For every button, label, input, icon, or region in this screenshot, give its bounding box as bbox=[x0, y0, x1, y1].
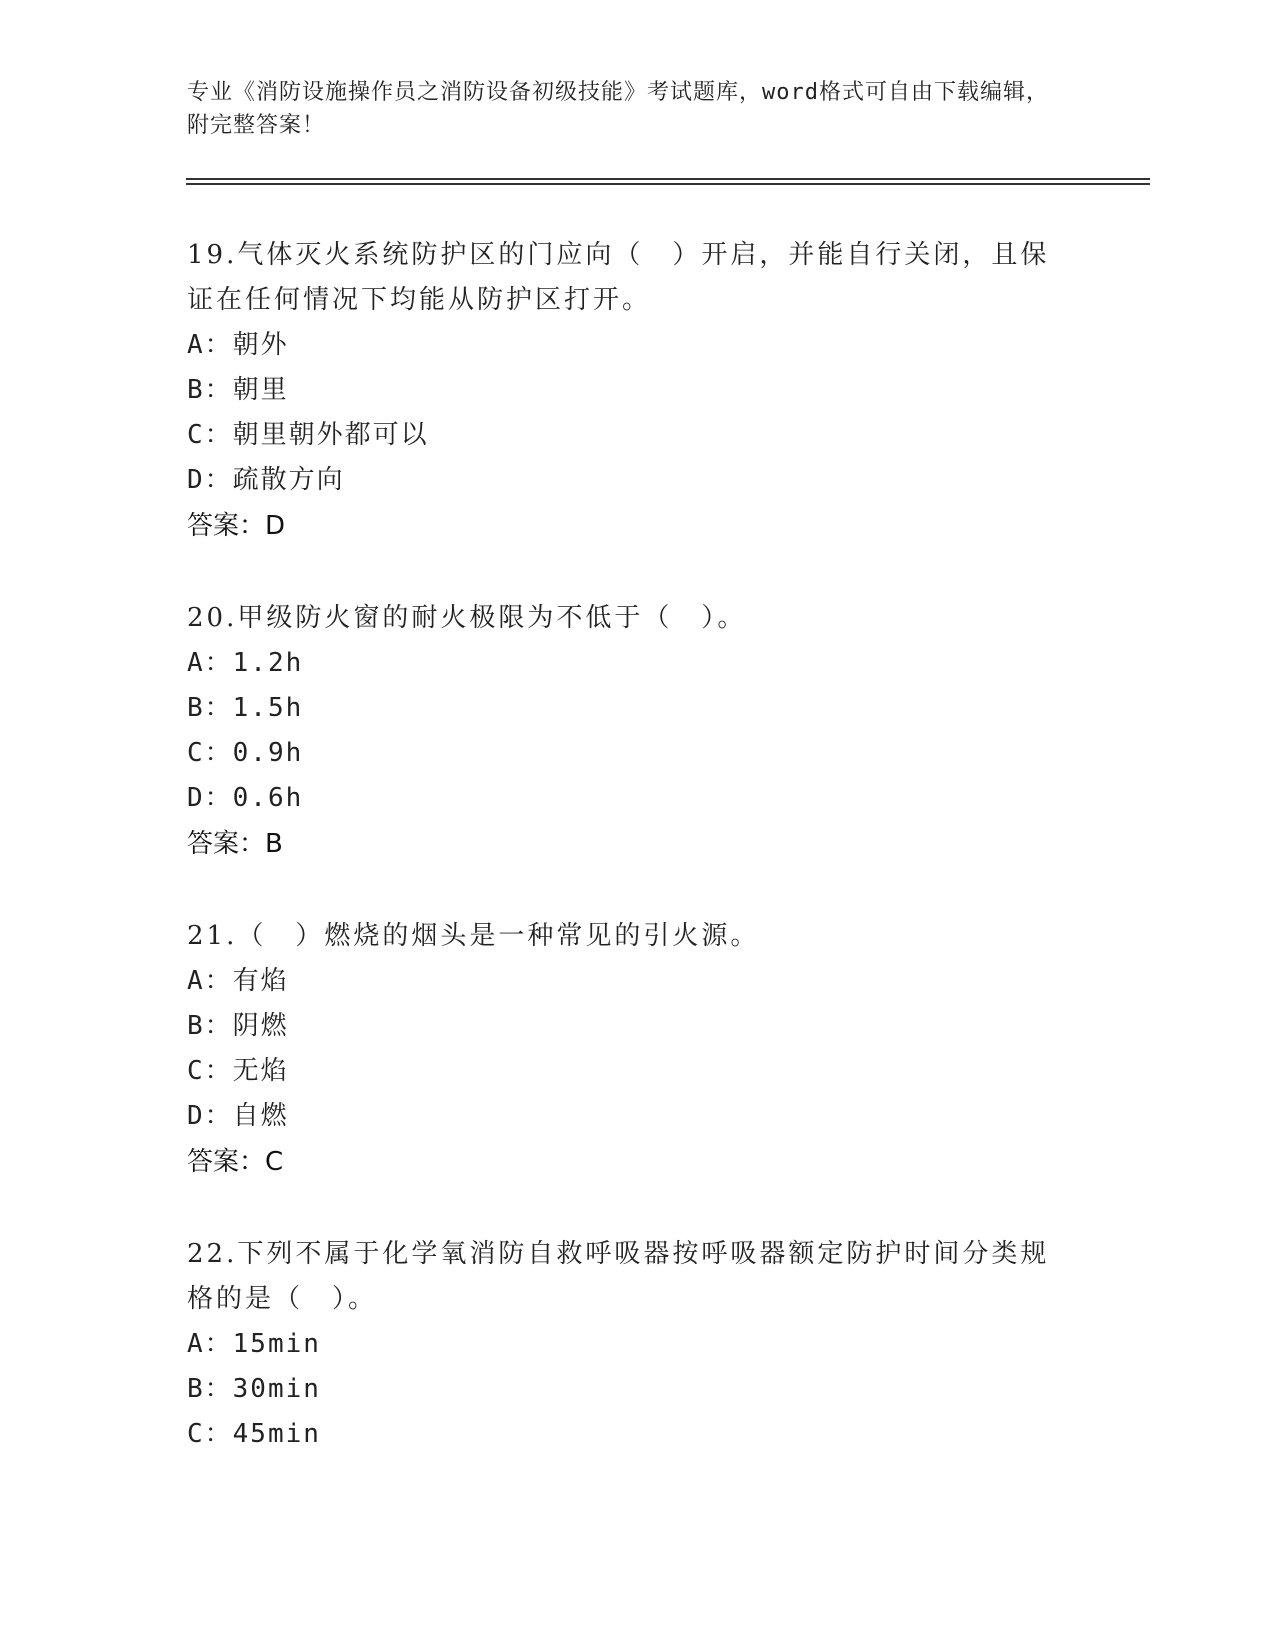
question-stem: 22.下列不属于化学氧消防自救呼吸器按呼吸器额定防护时间分类规格的是（ ）。 bbox=[187, 1239, 1050, 1314]
question-stem: 19.气体灭火系统防护区的门应向（ ）开启，并能自行关闭，且保证在任何情况下均能从防护区打开。 bbox=[187, 240, 1050, 315]
option-c: C：45min bbox=[187, 1419, 321, 1449]
option-b: B：30min bbox=[187, 1374, 321, 1404]
option-d: D：0.6h bbox=[187, 783, 304, 813]
option-c: C：0.9h bbox=[187, 738, 304, 768]
question-20 bbox=[187, 596, 1067, 867]
document-intro: 专业《消防设施操作员之消防设备初级技能》考试题库，word格式可自由下载编辑，附完整答案！ bbox=[187, 80, 1049, 138]
header-divider-top bbox=[186, 178, 1150, 180]
option-a: A：1.2h bbox=[187, 648, 304, 678]
answer: 答案：D bbox=[187, 511, 286, 541]
answer: 答案：B bbox=[187, 829, 283, 859]
option-a: A：朝外 bbox=[187, 330, 289, 360]
question-stem: 21.（ ）燃烧的烟头是一种常见的引火源。 bbox=[187, 921, 760, 951]
option-b: B：朝里 bbox=[187, 375, 289, 405]
header-divider-bottom bbox=[186, 183, 1150, 185]
option-a: A：15min bbox=[187, 1329, 321, 1359]
question-19 bbox=[187, 233, 1067, 549]
option-a: A：有焰 bbox=[187, 966, 289, 996]
question-22 bbox=[187, 1232, 1067, 1457]
question-stem: 20.甲级防火窗的耐火极限为不低于（ ）。 bbox=[187, 603, 747, 633]
question-21 bbox=[187, 914, 1067, 1185]
option-b: B：阴燃 bbox=[187, 1011, 289, 1041]
option-d: D：自燃 bbox=[187, 1101, 289, 1131]
option-c: C：朝里朝外都可以 bbox=[187, 420, 429, 450]
option-c: C：无焰 bbox=[187, 1056, 289, 1086]
option-b: B：1.5h bbox=[187, 693, 304, 723]
answer: 答案：C bbox=[187, 1147, 284, 1177]
option-d: D：疏散方向 bbox=[187, 465, 345, 495]
